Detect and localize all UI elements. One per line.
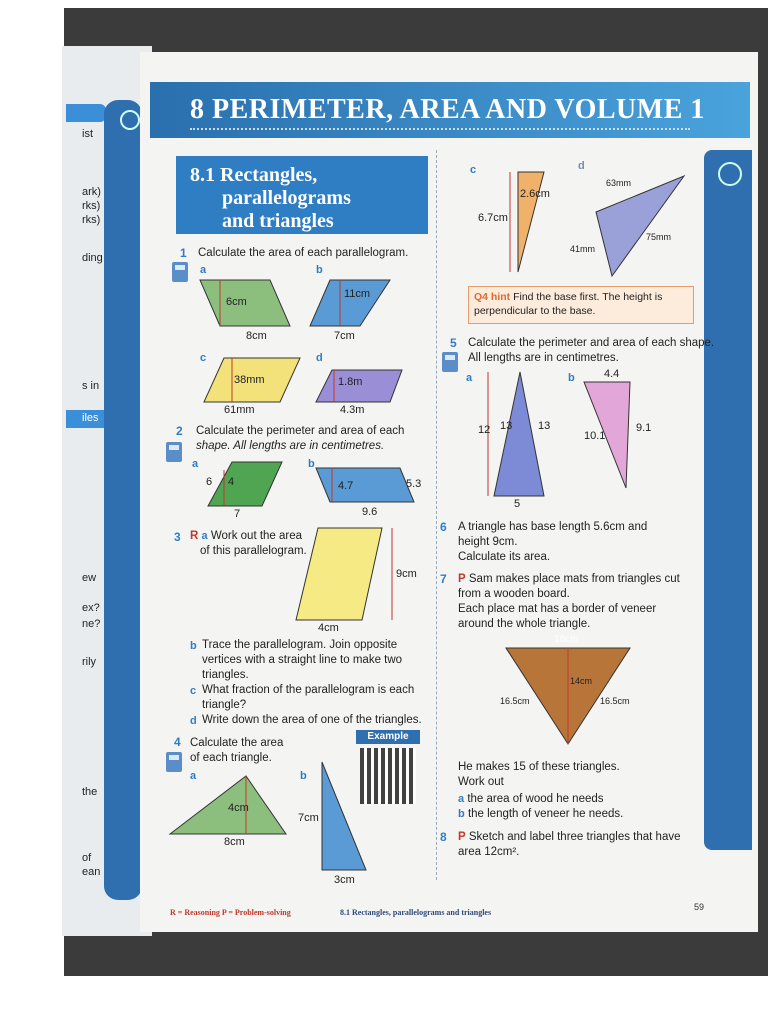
dimension-label: 18cm [554,634,579,645]
dimension-label: 3cm [334,874,355,886]
left-page-blue-bar [104,100,142,900]
section-title-line: and triangles [222,210,334,232]
dimension-label: 9cm [396,568,417,580]
dimension-label: 2.6cm [520,188,550,200]
dimension-label: 6 [206,476,213,488]
part-label: c [200,352,207,364]
question-text: from a wooden board. [458,588,570,600]
section-title-line: Rectangles, [220,164,318,186]
dimension-label: 75mm [646,232,672,242]
question-text: area 12cm². [458,846,520,858]
dimension-label: 8cm [246,330,267,342]
question-7-line [458,572,680,587]
dimension-label: 7 [234,508,241,520]
triangle-q5a [494,372,544,496]
part-label: a [192,458,199,470]
question-text: A triangle has base length 5.6cm and [458,521,648,533]
question-number: 8 [440,830,447,844]
left-fragment: ew [82,572,97,584]
dimension-label: 8cm [224,836,245,848]
dimension-label: 11cm [344,288,371,300]
part-label: a [458,793,465,805]
dimension-label: 4.3m [340,404,365,416]
dimension-label: 61mm [224,404,255,416]
left-fragment: ist [82,128,93,140]
left-fragment: rks) [82,200,101,212]
question-text: Trace the parallelogram. Join opposite [202,639,398,651]
dimension-label: 4cm [228,802,249,814]
question-text: Calculate the area of each parallelogram. [198,247,409,259]
parallelogram-q2a [208,462,282,506]
left-page-tab [66,104,106,122]
white-margin-top [0,0,768,8]
part-label: b [308,458,315,470]
part-label: a [201,530,208,542]
parallelogram-q3 [296,528,382,620]
left-fragment: ark) [82,186,101,198]
calculator-icon [166,752,182,772]
left-fragment: the [82,786,98,798]
question-text: height 9cm. [458,536,518,548]
dimension-label: 4.7 [338,480,354,492]
page-number: 59 [694,902,705,912]
dimension-label: 38mm [234,374,265,386]
question-text: He makes 15 of these triangles. [458,761,620,773]
dimension-label: 4 [228,476,235,488]
white-margin-left [0,0,64,1024]
dimension-label: 13 [500,420,513,432]
dimension-label: 4.4 [604,368,620,380]
problem-solving-tag: P [458,831,466,843]
dimension-label: 16.5cm [600,696,630,706]
part-label: d [316,352,323,364]
calculator-icon [442,352,458,372]
left-fragment: s in [82,380,100,392]
dimension-label: 9.1 [636,422,652,434]
question-text: Each place mat has a border of veneer [458,603,657,615]
question-number: 5 [450,336,457,350]
left-fragment: of [82,852,92,864]
reasoning-tag: R [190,530,199,542]
part-label: c [190,685,197,697]
dimension-label: 13 [538,420,551,432]
question-text: Calculate the area [190,737,284,749]
dimension-label: 7cm [334,330,355,342]
hint-line [474,290,662,305]
left-fragment: ex? [82,602,100,614]
dimension-label: 14cm [570,676,593,686]
question-text: Calculate the perimeter and area of each shape. [468,337,715,349]
left-fragment: iles [82,412,99,424]
dimension-label: 12 [478,424,491,436]
problem-solving-tag: P [458,573,466,585]
question-text: vertices with a straight line to make two [202,654,403,666]
question-text: shape. All lengths are in centimetres. [196,440,385,452]
question-number: 3 [174,530,181,544]
dimension-label: 6.7cm [478,212,508,224]
question-text: All lengths are in centimetres. [468,352,619,364]
left-fragment: ding [82,252,103,264]
right-page-blue-bar [704,150,752,850]
gear-icon [120,110,140,130]
left-fragment: ne? [82,618,101,630]
example-qr-block[interactable] [356,730,420,812]
question-text: of this parallelogram. [200,545,307,557]
question-number: 2 [176,424,183,438]
dimension-label: 10.1 [584,430,606,442]
section-title-line: parallelograms [222,187,351,209]
question-text: Work out the area [210,530,303,542]
dimension-label: 7cm [298,812,319,824]
dimension-label: 41mm [570,244,596,254]
dimension-label: 5.3 [406,478,422,490]
question-8-line [458,830,681,845]
part-label: c [470,164,477,176]
triangle-q4d [596,176,684,276]
part-label: b [190,640,197,652]
question-text: Write down the area of one of the triangles. [202,714,422,726]
dimension-label: 5 [514,498,521,510]
part-label: a [190,770,197,782]
question-text: triangles. [202,669,249,681]
question-text: Sketch and label three triangles that have [468,831,681,843]
footer-section: 8.1 Rectangles, parallelograms and triangles [340,908,492,917]
footer-key: R = Reasoning P = Problem-solving [170,908,291,917]
dimension-label: 1.8m [338,376,363,388]
question-text: Calculate the perimeter and area of each [196,425,405,437]
question-text: of each triangle. [190,752,272,764]
question-text: What fraction of the parallelogram is each [202,684,415,696]
white-margin-bottom [0,976,768,1024]
section-number: 8.1 [190,164,215,186]
part-label: b [300,770,307,782]
question-text: the length of veneer he needs. [467,808,624,820]
part-label: b [316,264,323,276]
question-text: triangle? [202,699,247,711]
dimension-label: 6cm [226,296,247,308]
dimension-label: 9.6 [362,506,378,518]
parallelogram-q2b [316,468,414,502]
question-text: around the whole triangle. [458,618,591,630]
part-label: a [466,372,473,384]
qr-code-icon[interactable] [360,748,416,804]
example-label: Example [356,730,420,744]
hint-text: Find the base first. The height is [513,291,663,303]
question-7b-line [458,807,623,822]
question-text: the area of wood he needs [467,793,604,805]
gear-icon [718,162,742,186]
hint-label: Q4 hint [474,291,511,303]
dimension-label: 63mm [606,178,632,188]
parallelogram-q1b [310,280,390,326]
chapter-title: 8 PERIMETER, AREA AND VOLUME 1 [190,94,705,125]
calculator-icon [166,442,182,462]
question-number: 7 [440,572,447,586]
question-text: Sam makes place mats from triangles cut [468,573,680,585]
part-label: b [568,372,575,384]
question-number: 1 [180,246,187,260]
question-number: 4 [174,735,181,749]
left-fragment: rily [82,656,97,668]
dimension-label: 16.5cm [500,696,530,706]
question-7a-line [458,792,604,807]
left-fragment: rks) [82,214,101,226]
triangle-q4c [518,172,544,272]
part-label: a [200,264,207,276]
question-3-line [190,529,302,544]
banner-dotted-line [190,128,690,130]
part-label: d [578,160,585,172]
question-text: Work out [458,776,504,788]
dimension-label: 4cm [318,622,339,634]
part-label: d [190,715,197,727]
question-number: 6 [440,520,447,534]
part-label: b [458,808,465,820]
question-text: Calculate its area. [458,551,551,563]
left-fragment: ean [82,866,101,878]
hint-text: perpendicular to the base. [474,305,596,317]
